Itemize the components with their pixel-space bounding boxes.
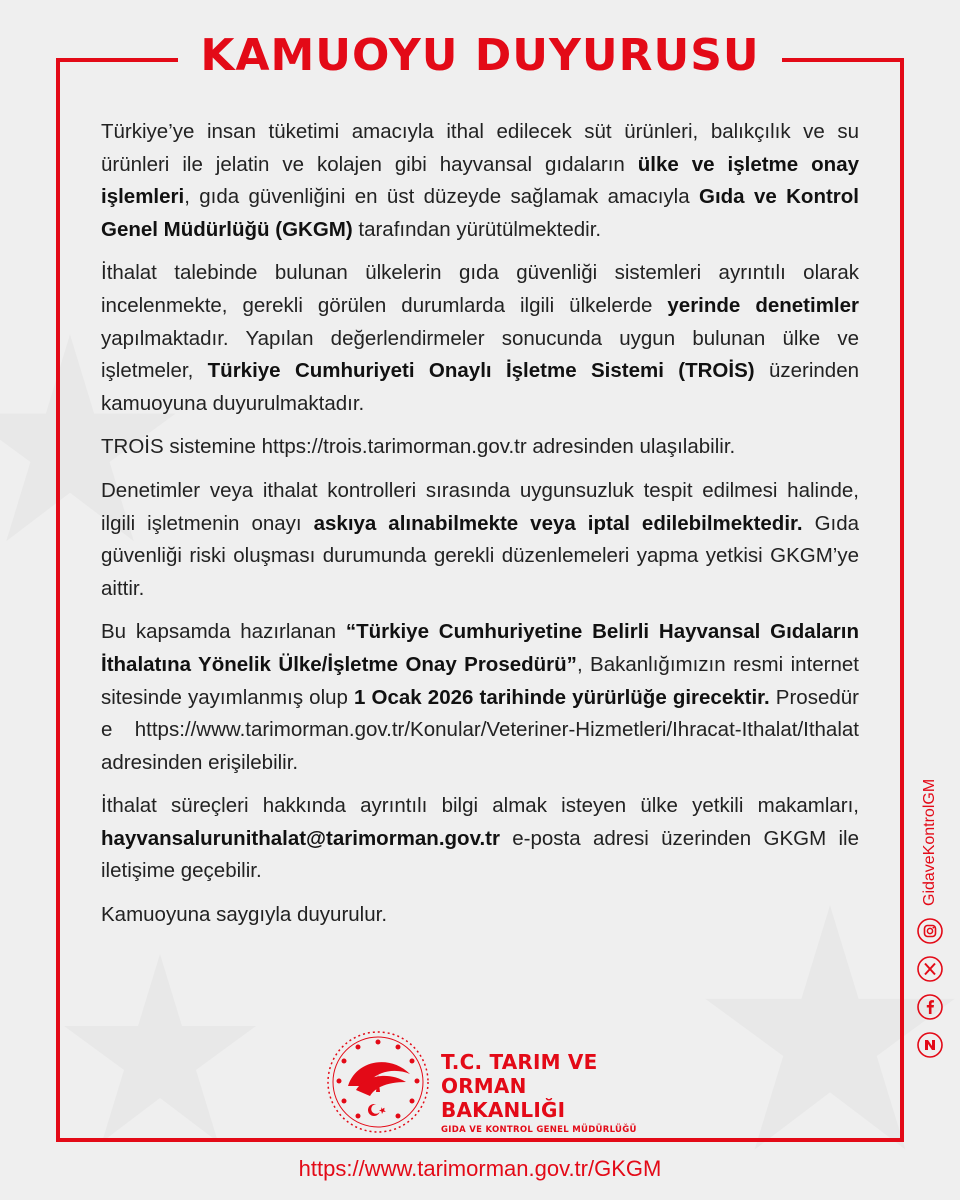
paragraph-text: İthalat talebinde bulunan ülkelerin gıda güvenliği sistemleri ayrıntılı olarak incelenmekte, gerekli görülen durumlarda ilgili ülkelerde: [101, 261, 859, 317]
paragraph-text: Kamuoyuna saygıyla duyurulur.: [101, 903, 388, 927]
paragraph-text: Türkiye’ye insan tüketimi amacıyla ithal edilecek süt ürünleri, balıkçılık ve su ürünleri ile jelatin ve kolajen gibi hayvansal gıdaların: [101, 120, 859, 176]
facebook-icon[interactable]: [917, 994, 943, 1020]
ministry-name-line-1: T.C. TARIM VE: [441, 1050, 598, 1074]
paragraph-bold-text: 1 Ocak 2026 tarihinde yürürlüğe girecektir.: [354, 685, 770, 709]
ministry-logo: [326, 1030, 646, 1134]
paragraph-text: Prosedüre https://www.tarimorman.gov.tr/Konular/Veteriner-Hizmetleri/Ihracat-Ithalat/Ithalat adresinden erişilebilir.: [101, 685, 859, 774]
ministry-seal-icon: [326, 1030, 430, 1134]
paragraph-text: , Bakanlığımızın resmi internet sitesinde yayımlanmış olup: [101, 652, 859, 709]
ministry-name-line-2: ORMAN BAKANLIĞI: [441, 1074, 566, 1122]
paragraph-6: [101, 790, 859, 888]
nsosyal-icon[interactable]: [917, 1032, 943, 1058]
paragraph-text: TROİS sistemine https://trois.tarimorman.gov.tr adresinden ulaşılabilir.: [101, 435, 736, 459]
directorate-name: GIDA VE KONTROL GENEL MÜDÜRLÜĞÜ: [441, 1125, 637, 1135]
title-wrapper: [0, 26, 960, 86]
paragraph-bold-text: Türkiye Cumhuriyeti Onaylı İşletme Sistemi (TROİS): [207, 359, 755, 383]
social-handle: GidaveKontrolGM: [921, 778, 938, 906]
paragraph-bold-text: Gıda ve Kontrol Genel Müdürlüğü (GKGM): [101, 185, 859, 241]
paragraph-bold-text: “Türkiye Cumhuriyetine Belirli Hayvansal Gıdaların İthalatına Yönelik Ülke/İşletme Onay Prosedürü”: [101, 620, 859, 676]
paragraph-1: [101, 116, 859, 246]
paragraph-text: yapılmaktadır. Yapılan değerlendirmeler sonucunda uygun bulunan ülke ve işletmeler,: [101, 326, 859, 383]
paragraph-4: [101, 475, 859, 605]
paragraph-bold-text: ülke ve işletme onay işlemleri: [101, 152, 859, 209]
paragraph-text: İthalat süreçleri hakkında ayrıntılı bilgi almak isteyen ülke yetkili makamları,: [101, 794, 859, 818]
paragraph-5: [101, 616, 859, 779]
page-title: KAMUOYU DUYURUSU: [178, 26, 781, 86]
ministry-name: [441, 1050, 646, 1138]
email-address: hayvansalurunithalat@tarimorman.gov.tr: [101, 826, 500, 850]
announcement-body: [101, 116, 859, 943]
paragraph-text: e-posta adresi üzerinden GKGM ile iletişime geçebilir.: [101, 826, 859, 883]
paragraph-3: [101, 431, 859, 464]
paragraph-text: , gıda güvenliğini en üst düzeyde sağlamak amacıyla: [184, 185, 700, 209]
paragraph-text: tarafından yürütülmektedir.: [352, 217, 602, 241]
paragraph-2: [101, 257, 859, 420]
x-icon[interactable]: [917, 956, 943, 982]
paragraph-text: Bu kapsamda hazırlanan: [101, 620, 346, 644]
instagram-icon[interactable]: [917, 918, 943, 944]
paragraph-text: Gıda güvenliği riski oluşması durumunda gerekli düzenlemeleri yapma yetkisi GKGM’ye aittir.: [101, 511, 860, 600]
footer-website-link[interactable]: https://www.tarimorman.gov.tr/GKGM: [298, 1156, 662, 1181]
paragraph-bold-text: askıya alınabilmekte veya iptal edilebilmektedir.: [313, 511, 803, 535]
paragraph-text: Denetimler veya ithalat kontrolleri sırasında uygunsuzluk tespit edilmesi halinde, ilgili işletmenin onayı: [101, 478, 859, 535]
paragraph-7: [101, 899, 859, 932]
paragraph-bold-text: yerinde denetimler: [667, 293, 859, 317]
paragraph-text: üzerinden kamuoyuna duyurulmaktadır.: [101, 359, 859, 415]
